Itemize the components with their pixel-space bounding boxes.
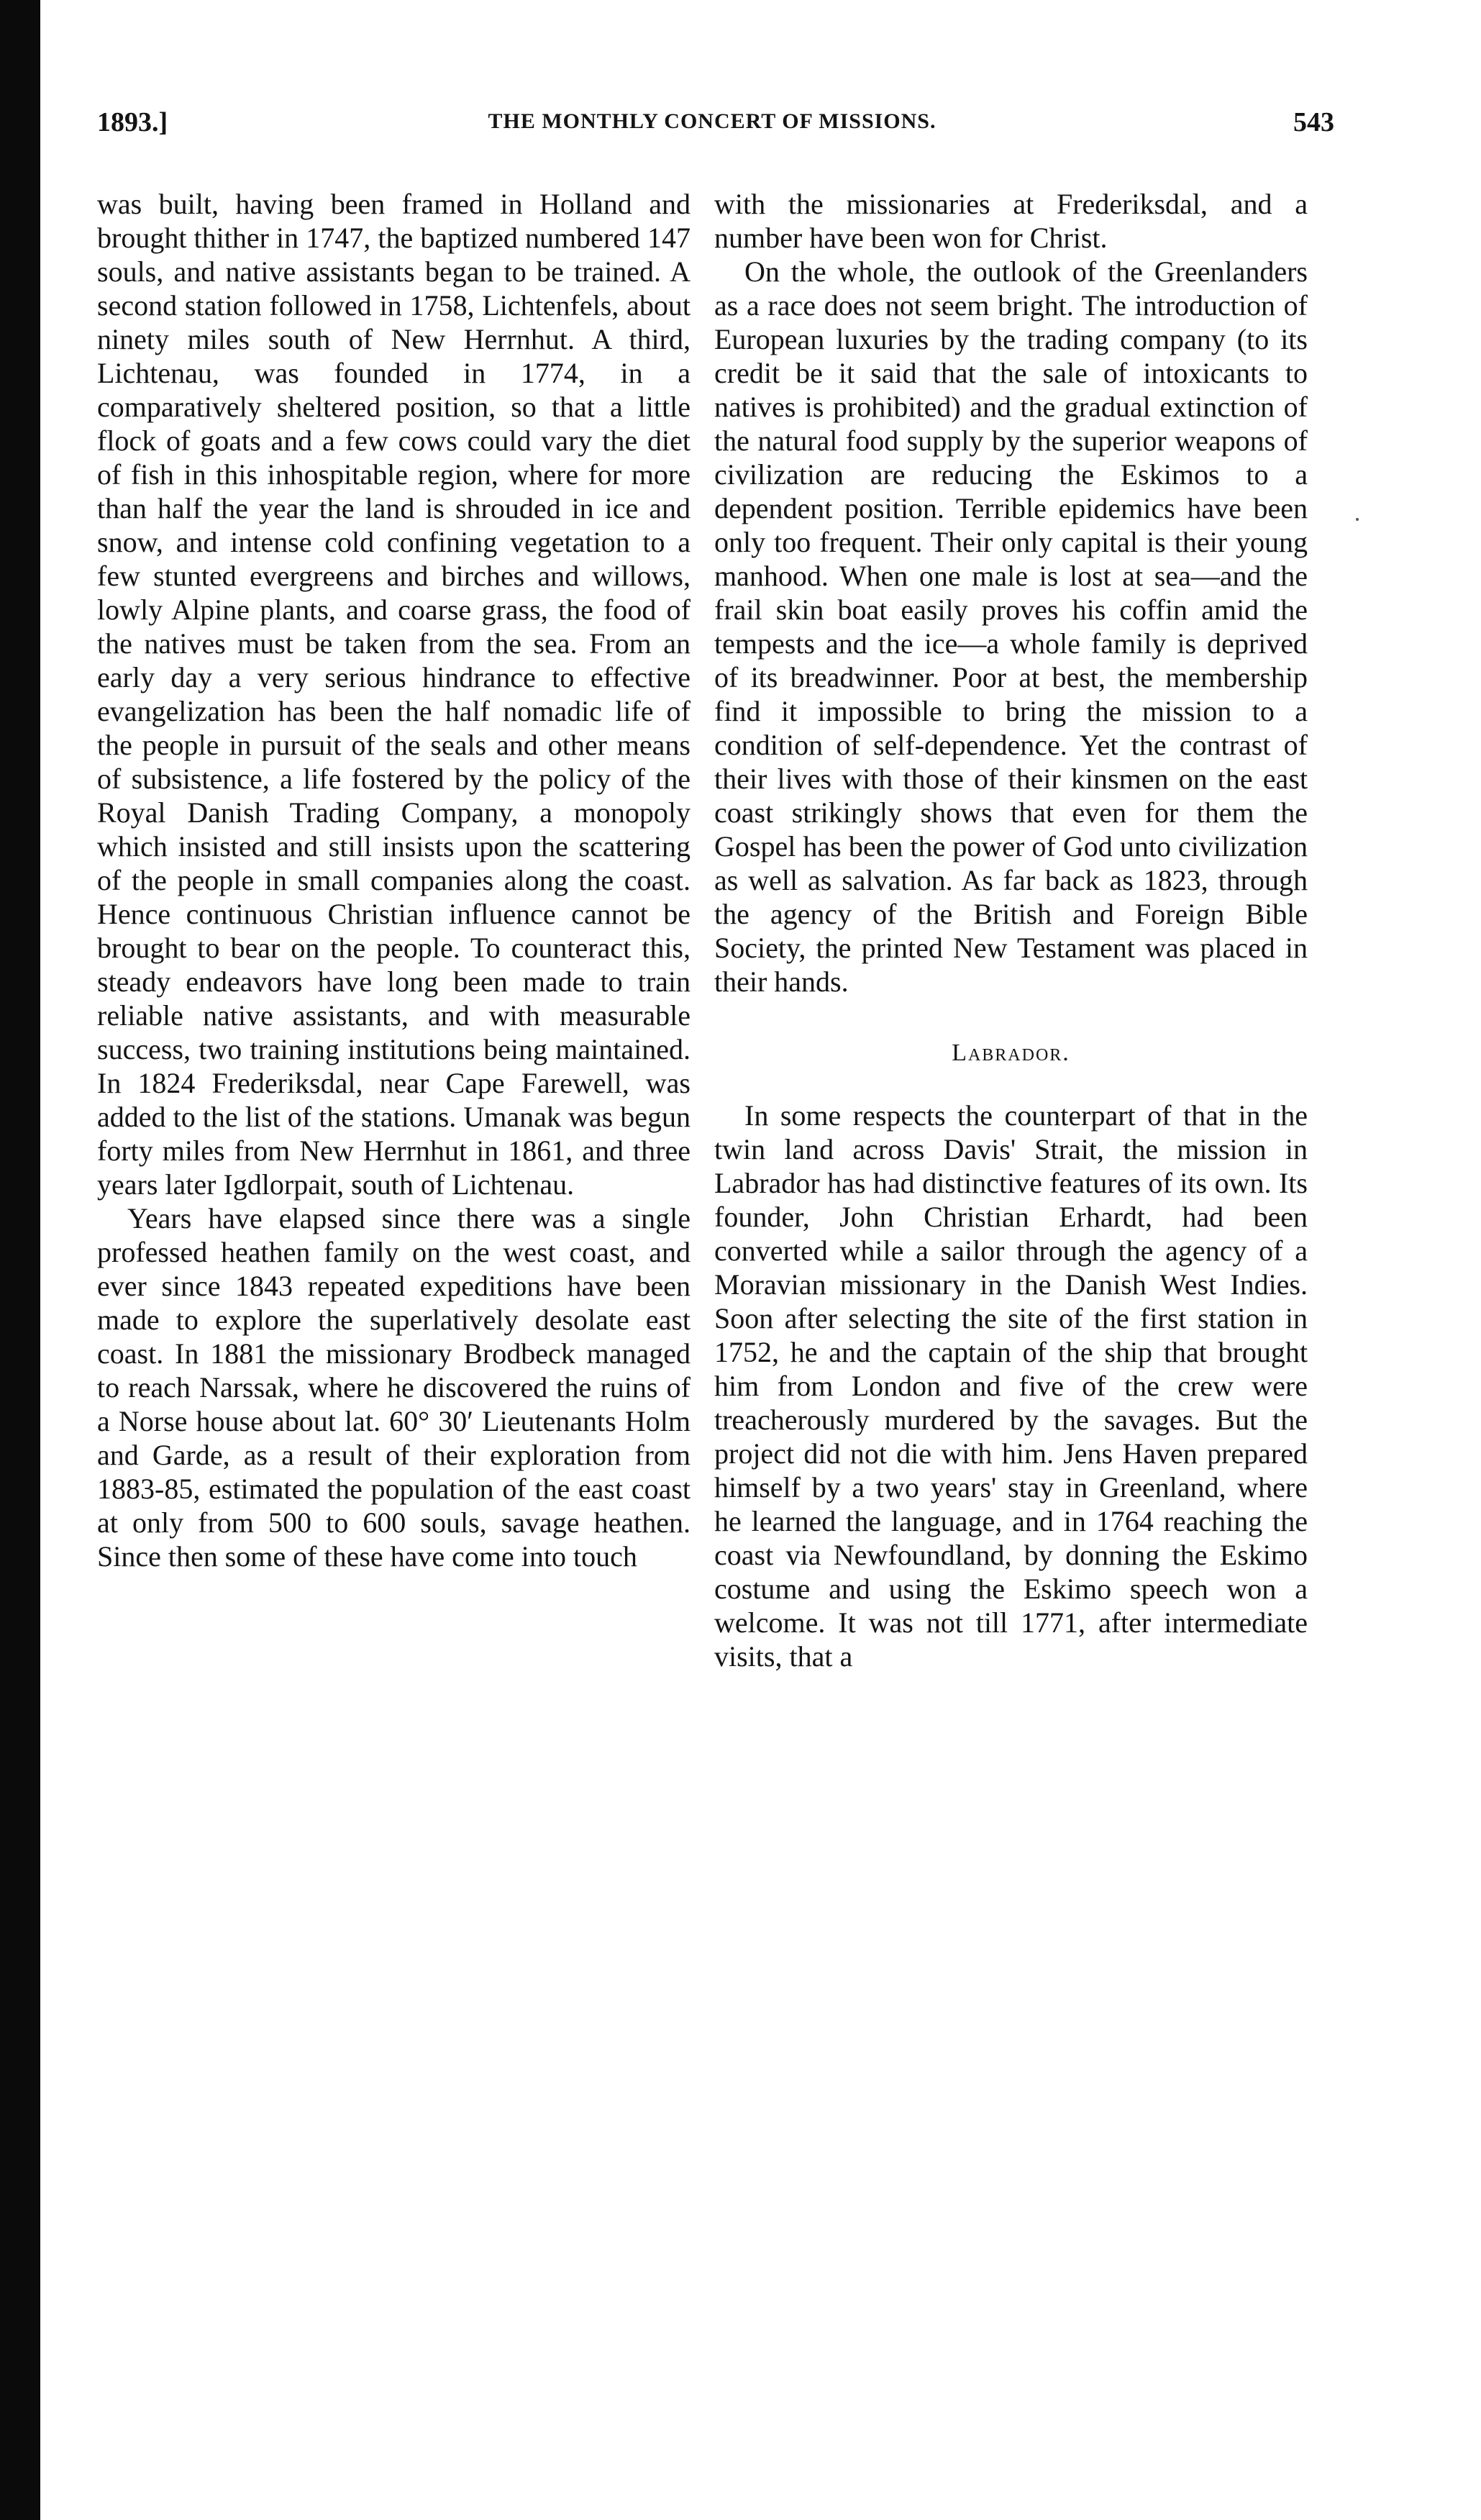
right-paragraph-2: On the whole, the outlook of the Greenlanders as a race does not seem bright. The introduction of European luxuries by the trading company (to its credit be it said that the sale of intoxicants to natives is prohibited) and the gradual extinction of the natural food supply by the superior weapons of civilization are reducing the Eskimos to a dependent position. Terrible epidemics have been only too frequent. Their only capital is their young manhood. When one male is lost at sea—and the frail skin boat easily proves his coffin amid the tempests and the ice—a whole family is deprived of its breadwinner. Poor at best, the membership find it impossible to bring the mission to a condition of self-dependence. Yet the contrast of their lives with those of their kinsmen on the east coast strikingly shows that even for them the Gospel has been the power of God unto civilization as well as salvation. As far back as 1823, through the agency of the British and Foreign Bible Society, the printed New Testament was placed in their hands.	[714, 255, 1308, 998]
right-paragraph-1: with the missionaries at Frederiksdal, and a number have been won for Christ.	[714, 188, 1308, 254]
section-heading-labrador: Labrador.	[952, 1040, 1070, 1066]
print-speck	[1356, 518, 1359, 521]
header-page-number: 543	[1293, 107, 1334, 137]
page-binding-edge	[0, 0, 40, 2520]
left-column	[97, 187, 691, 1573]
left-paragraph-2: Years have elapsed since there was a single professed heathen family on the west coast, and ever since 1843 repeated expeditions have been made to explore the superlatively desolate east coast. In 1881 the missionary Brodbeck managed to reach Narssak, where he discovered the ruins of a Norse house about lat. 60° 30′ Lieutenants Holm and Garde, as a result of their exploration from 1883-85, estimated the population of the east coast at only from 500 to 600 souls, savage heathen. Since then some of these have come into touch	[97, 1202, 691, 1573]
header-year: 1893.]	[97, 107, 168, 137]
header-title: THE MONTHLY CONCERT OF MISSIONS.	[488, 109, 937, 133]
left-paragraph-1: was built, having been framed in Holland and brought thither in 1747, the baptized numbered 147 souls, and native assistants began to be trained. A second station followed in 1758, Lichtenfels, about ninety miles south of New Herrnhut. A third, Lichtenau, was founded in 1774, in a comparatively sheltered position, so that a little flock of goats and a few cows could vary the diet of fish in this inhospitable region, where for more than half the year the land is shrouded in ice and snow, and intense cold confining vegetation to a few stunted evergreens and birches and willows, lowly Alpine plants, and coarse grass, the food of the natives must be taken from the sea. From an early day a very serious hindrance to effective evangelization has been the half nomadic life of the people in pursuit of the seals and other means of subsistence, a life fostered by the policy of the Royal Danish Trading Company, a monopoly which insisted and still insists upon the scattering of the people in small companies along the coast. Hence continuous Christian influence cannot be brought to bear on the people. To counteract this, steady endeavors have long been made to train reliable native assistants, and with measurable success, two training institutions being maintained. In 1824 Frederiksdal, near Cape Farewell, was added to the list of the stations. Umanak was begun forty miles from New Herrnhut in 1861, and three years later Igdlorpait, south of Lichtenau.	[97, 188, 691, 1201]
book-page	[90, 106, 1334, 2466]
right-column	[714, 187, 1308, 1673]
running-head	[90, 106, 1334, 150]
right-paragraph-3: In some respects the counterpart of that in the twin land across Davis' Strait, the mission in Labrador has had distinctive features of its own. Its founder, John Christian Erhardt, had been converted while a sailor through the agency of a Moravian missionary in the Danish West Indies. Soon after selecting the site of the first station in 1752, he and the captain of the ship that brought him from London and five of the crew were treacherously murdered by the savages. But the project did not die with him. Jens Haven prepared himself by a two years' stay in Greenland, where he learned the language, and in 1764 reaching the coast via Newfoundland, by donning the Eskimo costume and using the Eskimo speech won a welcome. It was not till 1771, after intermediate visits, that a	[714, 1099, 1308, 1673]
